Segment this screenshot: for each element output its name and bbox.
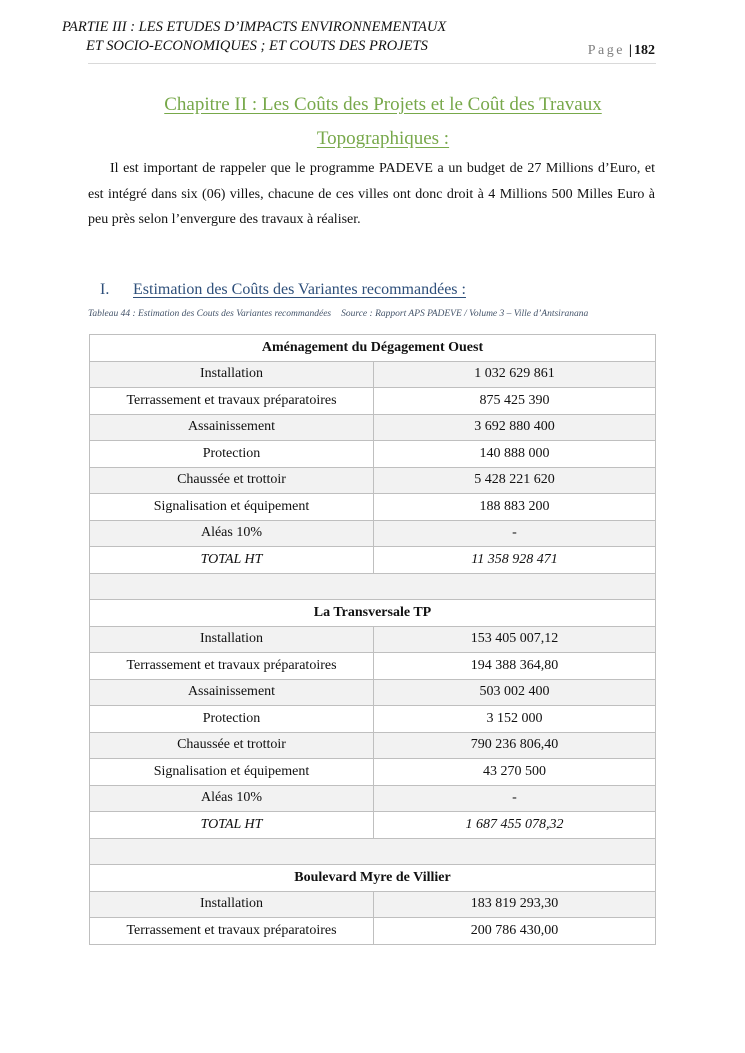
cost-item-value: 503 002 400: [374, 679, 656, 706]
cost-estimate-table: [89, 334, 656, 945]
page-separator: |: [628, 43, 632, 58]
running-header: [62, 18, 446, 56]
header-line-2: ET SOCIO-ECONOMIQUES ; ET COUTS DES PROJETS: [86, 38, 428, 54]
cost-item-label: Chaussée et trottoir: [90, 732, 374, 759]
cost-item-value: 1 032 629 861: [374, 361, 656, 388]
cost-item-value: 140 888 000: [374, 441, 656, 468]
cost-item-label: Terrassement et travaux préparatoires: [90, 388, 374, 415]
cost-item-label: Protection: [90, 706, 374, 733]
header-line-1: PARTIE III : LES ETUDES D’IMPACTS ENVIRONNEMENTAUX: [62, 19, 447, 35]
cost-item-label: Aléas 10%: [90, 785, 374, 812]
page-number: 182: [634, 43, 655, 58]
cost-item-label: Assainissement: [90, 679, 374, 706]
cost-item-label: Aléas 10%: [90, 520, 374, 547]
table-row: [90, 388, 656, 415]
table-row: [90, 441, 656, 468]
total-value: 1 687 455 078,32: [374, 812, 656, 839]
cost-item-value: 43 270 500: [374, 759, 656, 786]
cost-item-label: Assainissement: [90, 414, 374, 441]
caption-source: Source : Rapport APS PADEVE / Volume 3 – Ville d’Antsiranana: [341, 309, 589, 319]
intro-paragraph: [88, 156, 655, 233]
cost-item-value: 3 152 000: [374, 706, 656, 733]
table-row: [90, 414, 656, 441]
spacer-row: [90, 838, 656, 865]
section-title: Estimation des Coûts des Variantes recommandées :: [133, 281, 466, 298]
table-caption: [88, 309, 588, 319]
table-row: [90, 785, 656, 812]
cost-item-label: Terrassement et travaux préparatoires: [90, 918, 374, 945]
header-divider: [88, 63, 656, 64]
section-heading: [100, 281, 466, 299]
cost-item-value: 5 428 221 620: [374, 467, 656, 494]
table-row: [90, 520, 656, 547]
cost-item-value: 194 388 364,80: [374, 653, 656, 680]
table-row: [90, 467, 656, 494]
cost-item-value: -: [374, 520, 656, 547]
cost-item-label: Signalisation et équipement: [90, 759, 374, 786]
spacer-row: [90, 573, 656, 600]
table-row: [90, 679, 656, 706]
cost-item-value: 188 883 200: [374, 494, 656, 521]
total-label: TOTAL HT: [90, 547, 374, 574]
cost-item-value: -: [374, 785, 656, 812]
table-row: [90, 361, 656, 388]
page-number-block: [588, 43, 655, 59]
chapter-title: [88, 88, 678, 156]
table-row: [90, 732, 656, 759]
group-header-row: [90, 600, 656, 627]
cost-item-value: 153 405 007,12: [374, 626, 656, 653]
total-row: [90, 812, 656, 839]
table-row: [90, 653, 656, 680]
cost-item-label: Installation: [90, 361, 374, 388]
cost-item-value: 790 236 806,40: [374, 732, 656, 759]
table-row: [90, 918, 656, 945]
cost-item-label: Signalisation et équipement: [90, 494, 374, 521]
total-label: TOTAL HT: [90, 812, 374, 839]
page-label: Page: [587, 43, 625, 58]
cost-item-label: Installation: [90, 891, 374, 918]
table-row: [90, 626, 656, 653]
spacer-cell: [90, 573, 656, 600]
group-header-row: [90, 335, 656, 362]
group-title: Boulevard Myre de Villier: [90, 865, 656, 892]
total-row: [90, 547, 656, 574]
group-title: La Transversale TP: [90, 600, 656, 627]
intro-text: Il est important de rappeler que le programme PADEVE a un budget de 27 Millions d’Euro, et est intégré dans six (06) villes, chacune de ces villes ont donc droit à 4 Millions 500 Milles Euro à peu près selon l’envergure des travaux à réaliser.: [88, 161, 655, 227]
cost-item-value: 3 692 880 400: [374, 414, 656, 441]
table-row: [90, 891, 656, 918]
table-row: [90, 494, 656, 521]
cost-item-value: 183 819 293,30: [374, 891, 656, 918]
cost-item-label: Chaussée et trottoir: [90, 467, 374, 494]
cost-item-label: Installation: [90, 626, 374, 653]
chapter-title-line-2: Topographiques :: [316, 128, 450, 149]
section-number: I.: [100, 281, 110, 298]
spacer-cell: [90, 838, 656, 865]
table-row: [90, 759, 656, 786]
table-row: [90, 706, 656, 733]
caption-label: Tableau 44 : Estimation des Couts des Variantes recommandées: [88, 309, 332, 319]
cost-item-label: Protection: [90, 441, 374, 468]
cost-item-value: 200 786 430,00: [374, 918, 656, 945]
group-title: Aménagement du Dégagement Ouest: [90, 335, 656, 362]
chapter-title-line-1: Chapitre II : Les Coûts des Projets et le Coût des Travaux: [164, 94, 602, 115]
total-value: 11 358 928 471: [374, 547, 656, 574]
group-header-row: [90, 865, 656, 892]
cost-item-value: 875 425 390: [374, 388, 656, 415]
cost-item-label: Terrassement et travaux préparatoires: [90, 653, 374, 680]
